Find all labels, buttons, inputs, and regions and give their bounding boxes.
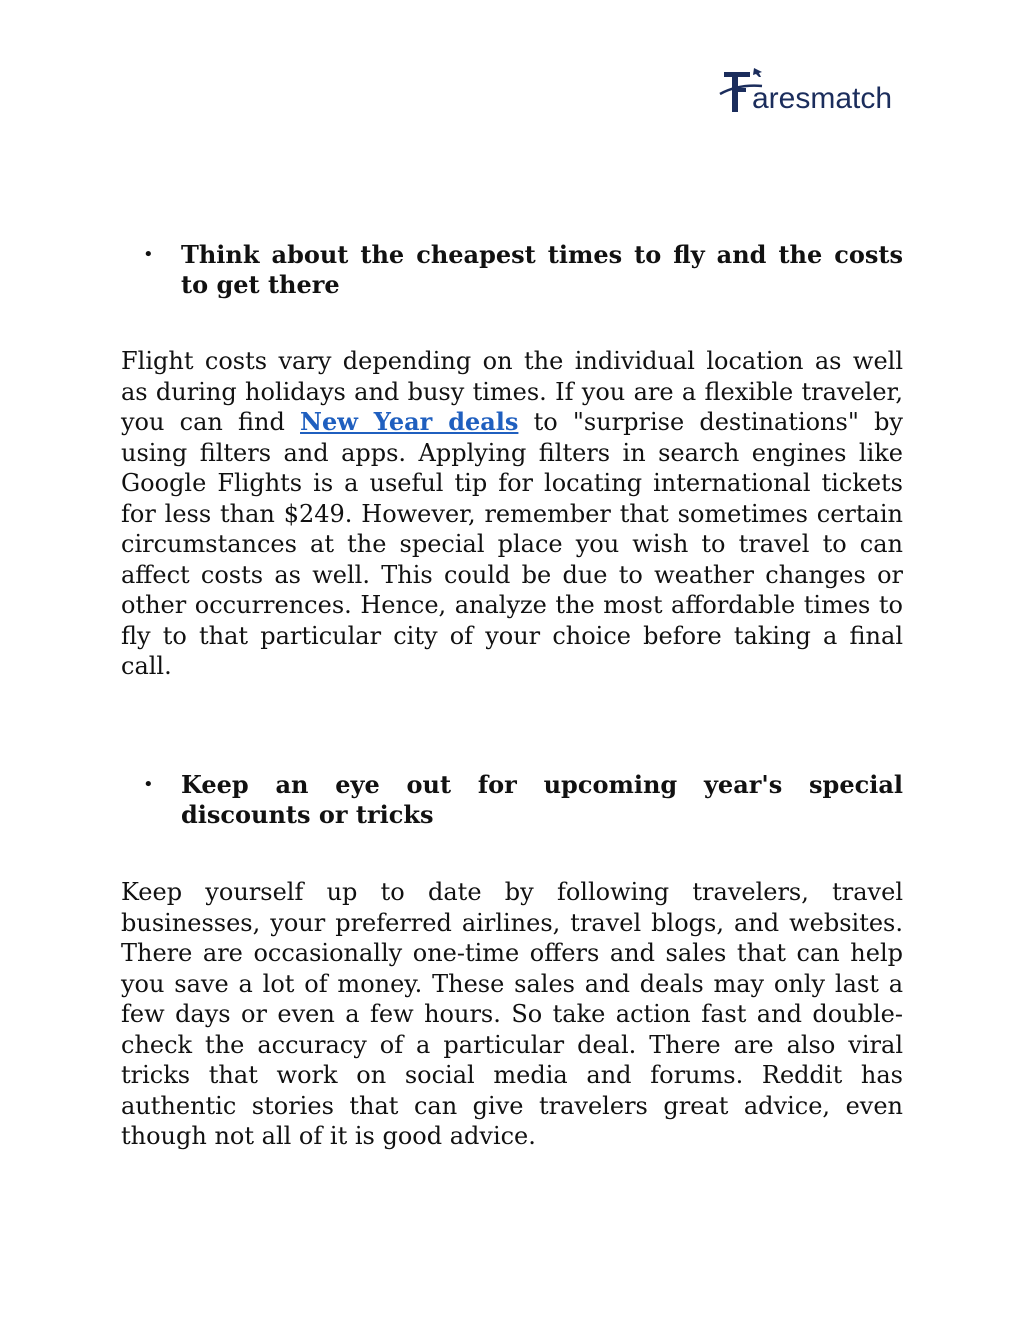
section-1-text-before-link: Flight costs vary depending on the individual location as well as during holidays and busy times. If you are a flexible traveler, you can find	[121, 347, 903, 436]
section-2-heading	[121, 770, 903, 830]
bullet-icon: •	[143, 774, 154, 795]
section-1-paragraph	[121, 346, 903, 682]
section-1-text-after-link: to "surprise destinations" by using filters and apps. Applying filters in search engines like Google Flights is a useful tip for locating international tickets for less than $249. However, remember that sometimes certain circumstances at the special place you wish to travel to can affect costs as well. This could be due to weather changes or other occurrences. Hence, analyze the most affordable times to fly to that particular city of your choice before taking a final call.	[121, 408, 903, 680]
section-1-heading-text: Think about the cheapest times to fly and the costs to get there	[181, 240, 903, 299]
section-2-paragraph: Keep yourself up to date by following travelers, travel businesses, your preferred airlines, travel blogs, and websites. There are occasionally one-time offers and sales that can help you save a lot of money. These sales and deals may only last a few days or even a few hours. So take action fast and double-check the accuracy of a particular deal. There are also viral tricks that work on social media and forums. Reddit has authentic stories that can give travelers great advice, even though not all of it is good advice.	[121, 878, 903, 1150]
logo-wordmark: aresmatch	[752, 82, 893, 115]
section-1-body	[121, 346, 903, 682]
faresmatch-logo	[718, 64, 908, 120]
new-year-deals-link[interactable]: New Year deals	[300, 407, 519, 436]
section-2-heading-text: Keep an eye out for upcoming year's special discounts or tricks	[181, 770, 903, 829]
bullet-icon: •	[143, 244, 154, 265]
section-1-heading	[121, 240, 903, 300]
section-2-body	[121, 877, 903, 1152]
